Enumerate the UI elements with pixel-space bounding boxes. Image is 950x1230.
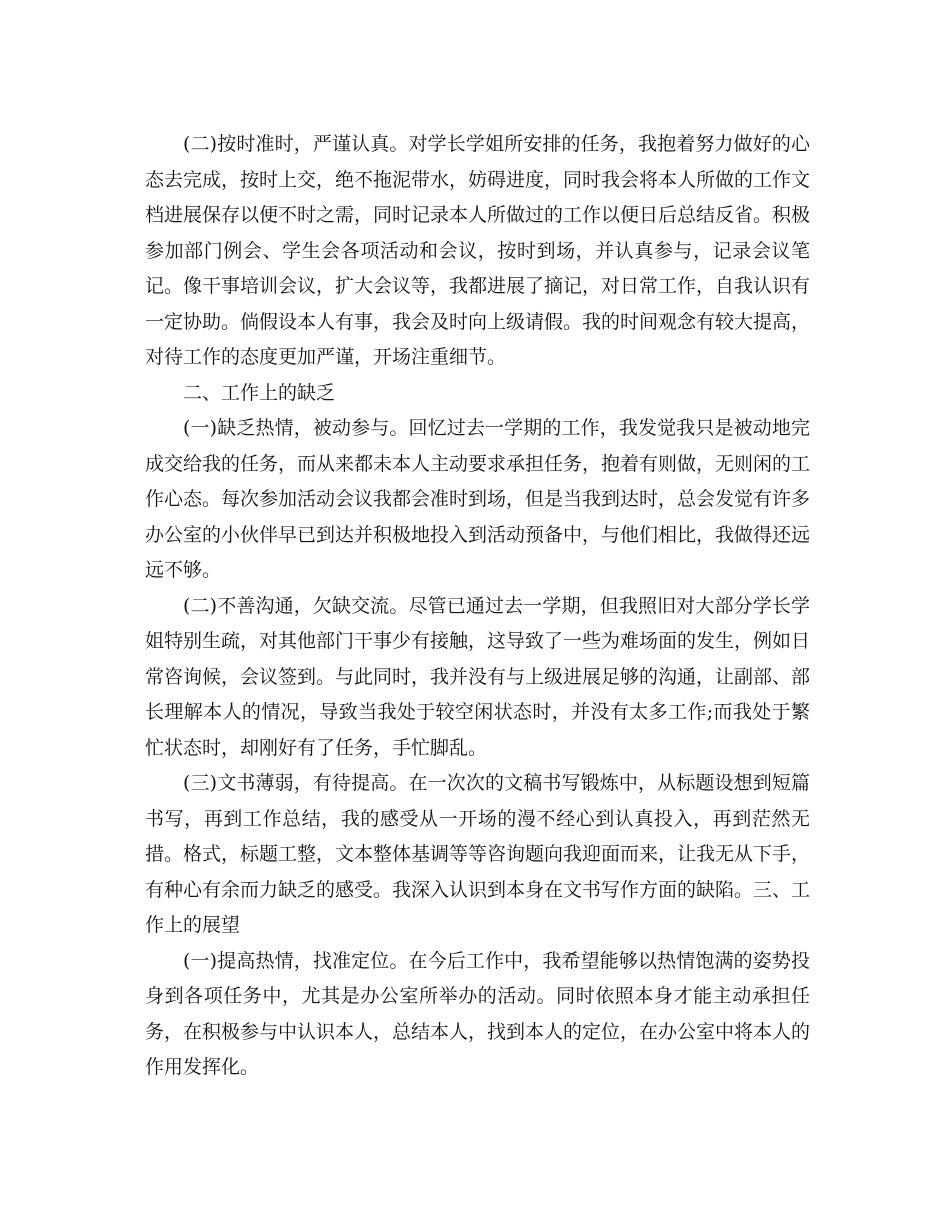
paragraph-improve-enthusiasm: (一)提高热情，找准定位。在今后工作中，我希望能够以热情饱满的姿势投身到各项任务中，尤其是办公室所举办的活动。同时依照本身才能主动承担任务，在积极参与中认识本人，总结本人，找到本人的定位，在办公室中将本人的作用发挥化。	[145, 949, 811, 1078]
paragraph-communication: (二)不善沟通，欠缺交流。尽管已通过去一学期，但我照旧对大部分学长学姐特别生疏，对其他部门干事少有接触，这导致了一些为难场面的发生，例如日常咨询候，会议签到。与此同时，我并没有与上级进展足够的沟通，让副部、部长理解本人的情况，导致当我处于较空闲状态时，并没有太多工作;而我处于繁忙状态时，却刚好有了任务，手忙脚乱。	[145, 594, 811, 759]
paragraph-lack-of-enthusiasm: (一)缺乏热情，被动参与。回忆过去一学期的工作，我发觉我只是被动地完成交给我的任务，而从来都未本人主动要求承担任务，抱着有则做，无则闲的工作心态。每次参加活动会议我都会准时到场，但是当我到达时，总会发觉有许多办公室的小伙伴早已到达并积极地投入到活动预备中，与他们相比，我做得还远远不够。	[145, 417, 811, 581]
section-heading-shortcomings: 二、工作上的缺乏	[183, 381, 336, 404]
document-body	[145, 127, 810, 1086]
paragraph-writing-skills: (三)文书薄弱，有待提高。在一次次的文稿书写锻炼中，从标题设想到短篇书写，再到工作总结，我的感受从一开场的漫不经心到认真投入，再到茫然无措。格式，标题工整，文本整体基调等等咨询题向我迎面而来，让我无从下手，有种心有余而力缺乏的感受。我深入认识到本身在文书写作方面的缺陷。三、工作上的展望	[145, 772, 811, 936]
paragraph-punctuality: (二)按时准时，严谨认真。对学长学姐所安排的任务，我抱着努力做好的心态去完成，按时上交，绝不拖泥带水，妨碍进度，同时我会将本人所做的工作文档进展保存以便不时之需，同时记录本人所做过的工作以便日后总结反省。积极参加部门例会、学生会各项活动和会议，按时到场，并认真参与，记录会议笔记。像干事培训会议，扩大会议等，我都进展了摘记，对日常工作，自我认识有一定协助。倘假设本人有事，我会及时向上级请假。我的时间观念有较大提高，对待工作的态度更加严谨，开场注重细节。	[145, 133, 811, 368]
